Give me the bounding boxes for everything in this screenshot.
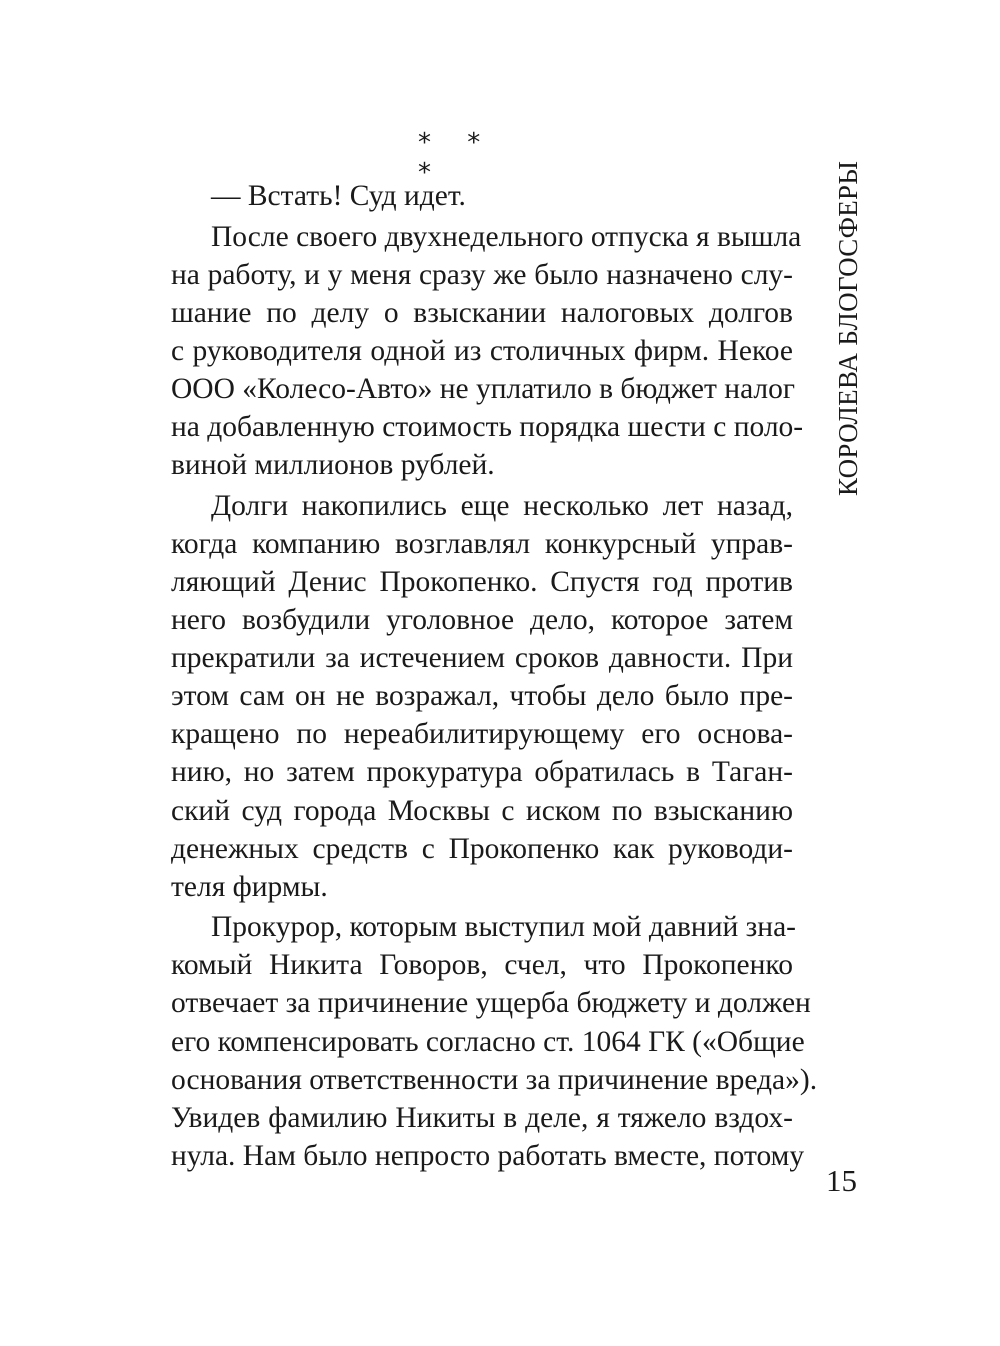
text-line: этом сам он не возражал, чтобы дело было пре-	[171, 680, 793, 713]
body-text	[131, 177, 818, 1175]
text-line: его компенсировать согласно ст. 1064 ГК («Общие	[171, 1025, 805, 1058]
paragraph	[131, 908, 818, 1175]
running-head: КОРОЛЕВА БЛОГОСФЕРЫ	[833, 160, 863, 496]
text-line: денежных средств с Прокопенко как руководи-	[171, 832, 793, 865]
text-line: отвечает за причинение ущерба бюджету и должен	[171, 987, 811, 1020]
text-line: нула. Нам было непросто работать вместе, потому	[171, 1139, 805, 1172]
text-line: — Встать! Суд идет.	[211, 180, 466, 212]
text-line: Прокурор, которым выступил мой давний зна-	[211, 911, 797, 944]
text-line: прекратили за истечением сроков давности. При	[171, 642, 793, 675]
text-line: ский суд города Москвы с иском по взысканию	[171, 794, 793, 827]
text-line: на добавленную стоимость порядка шести с поло-	[171, 411, 804, 444]
text-line: него возбудили уголовное дело, которое затем	[171, 604, 793, 637]
text-line: теля фирмы.	[171, 870, 328, 903]
page-number: 15	[826, 1163, 857, 1198]
text-line: Увидев фамилию Никиты в деле, я тяжело вздох-	[171, 1101, 793, 1134]
text-line: с руководителя одной из столичных фирм. Некое	[171, 334, 793, 367]
text-line: После своего двухнедельного отпуска я вышла	[211, 220, 802, 253]
section-separator: * * *	[418, 128, 495, 188]
text-line: Долги накопились еще несколько лет назад,	[211, 489, 793, 522]
text-line: ляющий Денис Прокопенко. Спустя год против	[171, 565, 793, 598]
text-line: шание по делу о взыскании налоговых долгов	[171, 296, 793, 329]
paragraph	[131, 177, 793, 215]
text-line: кращено по нереабилитирующему его основа-	[171, 718, 793, 751]
text-line: нию, но затем прокуратура обратилась в Таган-	[171, 756, 793, 789]
text-line: когда компанию возглавлял конкурсный управ-	[171, 527, 793, 560]
text-line: ООО «Колесо-Авто» не уплатило в бюджет налог	[171, 372, 795, 405]
paragraph	[131, 218, 804, 485]
paragraph	[131, 487, 793, 906]
text-line: комый Никита Говоров, счел, что Прокопенко	[171, 949, 793, 982]
text-line: основания ответственности за причинение вреда»).	[171, 1063, 818, 1096]
text-line: виной миллионов рублей.	[171, 449, 495, 482]
text-line: на работу, и у меня сразу же было назначено слу-	[171, 258, 793, 291]
